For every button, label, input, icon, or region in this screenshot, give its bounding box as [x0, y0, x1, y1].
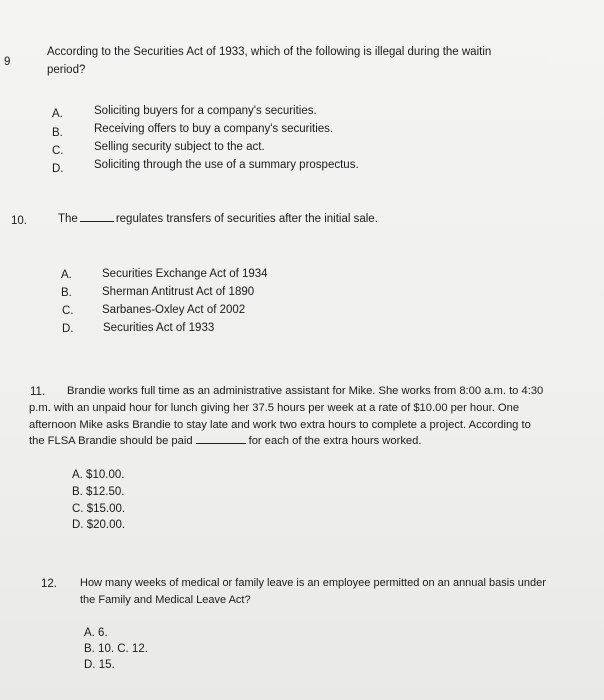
q10-option-d-letter: D. [62, 323, 74, 335]
q9-option-a-text: Soliciting buyers for a company's securities. [94, 105, 317, 117]
q11-line2: p.m. with an unpaid hour for lunch giving her 37.5 hours per week at a rate of $10.00 per hour. One [29, 402, 520, 414]
q10-option-c-text: Sarbanes-Oxley Act of 2002 [102, 304, 246, 316]
q10-stem-before: The [58, 213, 78, 225]
q11-answer-blank [196, 443, 246, 444]
q9-option-d-letter: D. [52, 163, 64, 175]
q9-option-a-letter: A. [52, 108, 63, 120]
q12-option-a: A. 6. [84, 627, 108, 639]
q10-option-b-letter: B. [61, 287, 72, 299]
q9-option-b-text: Receiving offers to buy a company's securities. [94, 123, 334, 135]
question-9-stem-line1: According to the Securities Act of 1933, which of the following is illegal during the waitin [47, 46, 492, 58]
question-9-number: 9 [4, 56, 11, 68]
q9-option-c-letter: C. [52, 145, 64, 157]
q11-option-d: D. $20.00. [72, 519, 126, 531]
q10-option-a-letter: A. [61, 269, 72, 281]
q10-option-d-text: Securities Act of 1933 [103, 322, 215, 334]
q10-answer-blank [80, 221, 114, 222]
q11-line4 [29, 434, 421, 448]
question-11-number: 11. [30, 386, 46, 398]
question-10-number: 10. [11, 215, 27, 227]
q9-option-b-letter: B. [52, 127, 63, 139]
q12-option-d: D. 15. [84, 659, 115, 671]
q11-line4-before: the FLSA Brandie should be paid [29, 435, 193, 447]
q10-option-b-text: Sherman Antitrust Act of 1890 [102, 286, 255, 298]
q10-stem-after: regulates transfers of securities after the initial sale. [115, 213, 378, 225]
question-10-stem [58, 212, 378, 226]
q11-line1: Brandie works full time as an administrative assistant for Mike. She works from 8:00 a.m. to 4:30 [67, 385, 544, 397]
question-12-number: 12. [41, 578, 57, 590]
question-9-stem-line2: period? [47, 64, 86, 76]
q9-option-c-text: Selling security subject to the act. [94, 141, 265, 153]
q12-line2: the Family and Medical Leave Act? [80, 594, 251, 606]
q10-option-c-letter: C. [62, 305, 74, 317]
q12-option-b-c: B. 10. C. 12. [84, 643, 148, 655]
q11-line4-after: for each of the extra hours worked. [248, 435, 422, 447]
q11-option-b: B. $12.50. [72, 486, 125, 498]
page-edge-fade [524, 38, 604, 64]
q9-option-d-text: Soliciting through the use of a summary prospectus. [94, 159, 359, 171]
q11-option-a: A. $10.00. [72, 469, 125, 481]
q12-line1: How many weeks of medical or family leave is an employee permitted on an annual basis under [80, 577, 546, 589]
q11-option-c: C. $15.00. [72, 503, 126, 515]
q11-line3: afternoon Mike asks Brandie to stay late and work two extra hours to complete a project. According to [29, 419, 531, 431]
q10-option-a-text: Securities Exchange Act of 1934 [102, 268, 268, 280]
